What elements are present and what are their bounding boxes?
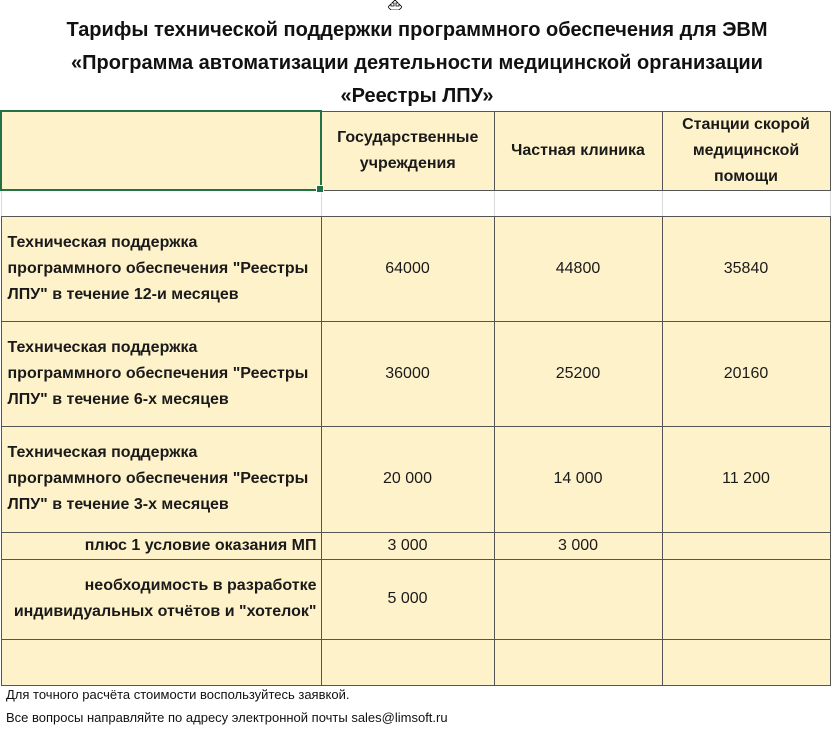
row-label[interactable]: плюс 1 условие оказания МП [1,532,321,559]
table-row [1,559,830,639]
price-cell[interactable]: 25200 [494,321,662,426]
price-cell[interactable]: 36000 [321,321,494,426]
table-row [1,321,830,426]
table-row [1,216,830,321]
empty-cell[interactable] [1,639,321,685]
price-cell[interactable] [662,559,830,639]
column-header-state[interactable]: Государственные учреждения [321,111,494,190]
header-row [1,111,830,190]
spacer-row [1,190,830,216]
price-cell[interactable]: 11 200 [662,426,830,532]
table-row [1,532,830,559]
empty-cell[interactable] [321,190,494,216]
selected-cell[interactable] [1,111,321,190]
column-header-private[interactable]: Частная клиника [494,111,662,190]
price-cell[interactable]: 35840 [662,216,830,321]
empty-cell[interactable] [321,639,494,685]
sheet-title [0,14,834,113]
row-label[interactable]: Техническая поддержка программного обеспечения "Реестры ЛПУ" в течение 6-х месяцев [1,321,321,426]
table-row [1,426,830,532]
row-label[interactable]: Техническая поддержка программного обеспечения "Реестры ЛПУ" в течение 3-х месяцев [1,426,321,532]
empty-row [1,639,830,685]
price-cell[interactable]: 3 000 [321,532,494,559]
tariff-table [0,110,831,686]
empty-cell[interactable] [494,639,662,685]
move-cursor-icon [388,0,402,10]
footer-contact: Все вопросы направляйте по адресу электронной почты sales@limsoft.ru [6,710,448,725]
title-line-3: «Реестры ЛПУ» [340,85,494,107]
title-line-1: Тарифы технической поддержки программного обеспечения для ЭВМ [66,19,768,41]
price-cell[interactable]: 5 000 [321,559,494,639]
empty-cell[interactable] [494,190,662,216]
price-cell[interactable]: 14 000 [494,426,662,532]
empty-cell[interactable] [1,190,321,216]
column-header-ambulance[interactable]: Станции скорой медицинской помощи [662,111,830,190]
empty-cell[interactable] [662,639,830,685]
footer-note: Для точного расчёта стоимости воспользуйтесь заявкой. [6,687,350,702]
price-cell[interactable]: 3 000 [494,532,662,559]
price-cell[interactable]: 64000 [321,216,494,321]
price-cell[interactable] [662,532,830,559]
price-cell[interactable]: 20160 [662,321,830,426]
price-cell[interactable] [494,559,662,639]
row-label[interactable]: необходимость в разработке индивидуальных отчётов и "хотелок" [1,559,321,639]
empty-cell[interactable] [662,190,830,216]
price-cell[interactable]: 20 000 [321,426,494,532]
title-line-2: «Программа автоматизации деятельности медицинской организации [71,52,763,74]
row-label[interactable]: Техническая поддержка программного обеспечения "Реестры ЛПУ" в течение 12-и месяцев [1,216,321,321]
price-cell[interactable]: 44800 [494,216,662,321]
